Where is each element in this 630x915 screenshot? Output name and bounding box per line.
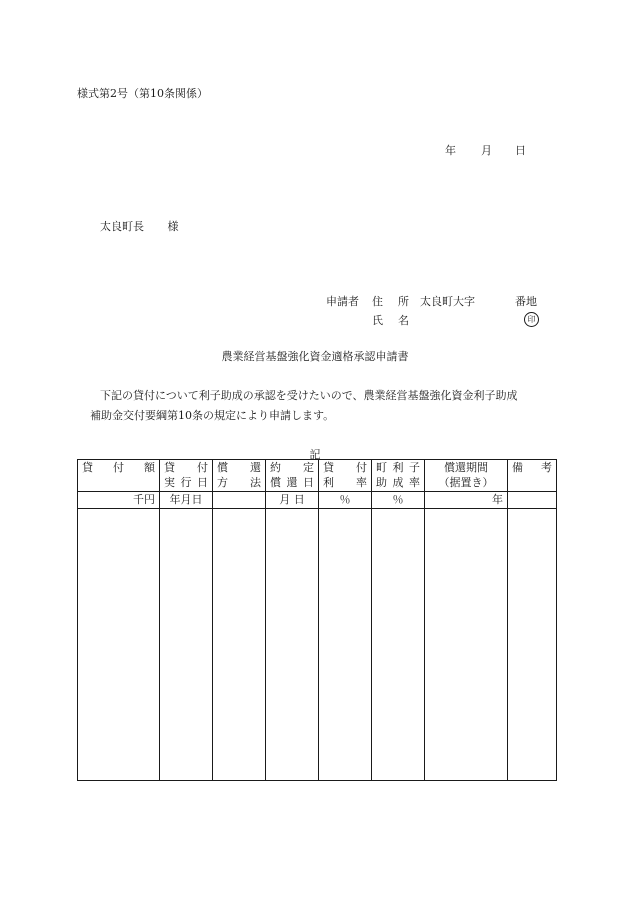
unit-repayment-method xyxy=(213,492,266,509)
entry-repayment-date[interactable] xyxy=(266,509,319,781)
header-remarks: 備 考 xyxy=(508,460,557,492)
header-repayment-period: 償還期間 （据置き） xyxy=(425,460,508,492)
unit-subsidy-rate: ％ xyxy=(372,492,425,509)
addressee-honorific: 様 xyxy=(167,220,179,233)
unit-loan-rate: ％ xyxy=(319,492,372,509)
addressee xyxy=(100,218,179,234)
header-subsidy-rate: 町 利 子 助 成 率 xyxy=(372,460,425,492)
header-repayment-method: 償 還 方 法 xyxy=(213,460,266,492)
unit-loan-amount: 千円 xyxy=(78,492,160,509)
form-number: 様式第2号（第10条関係） xyxy=(77,87,208,100)
entry-loan-date[interactable] xyxy=(160,509,213,781)
document-title: 農業経営基盤強化資金適格承認申請書 xyxy=(221,350,409,363)
entry-subsidy-rate[interactable] xyxy=(372,509,425,781)
date-month: 月 xyxy=(481,144,492,157)
unit-repayment-date: 月 日 xyxy=(266,492,319,509)
applicant-label: 申請者 xyxy=(326,295,359,308)
address-value: 太良町大字 xyxy=(420,295,475,308)
entry-repayment-method[interactable] xyxy=(213,509,266,781)
date-year: 年 xyxy=(445,144,456,157)
unit-remarks xyxy=(508,492,557,509)
address-suffix: 番地 xyxy=(515,295,537,308)
unit-repayment-period: 年 xyxy=(425,492,508,509)
entry-repayment-period[interactable] xyxy=(425,509,508,781)
table-unit-row xyxy=(78,492,557,509)
entry-loan-amount[interactable] xyxy=(78,509,160,781)
date-day: 日 xyxy=(515,144,526,157)
name-label-2: 名 xyxy=(398,314,409,327)
address-label-2: 所 xyxy=(398,295,409,308)
address-label-1: 住 xyxy=(372,295,383,308)
body-line-2: 補助金交付要綱第10条の規定により申請します。 xyxy=(90,409,335,422)
unit-loan-date: 年月日 xyxy=(160,492,213,509)
header-loan-amount: 貸 付 額 xyxy=(78,460,160,492)
loan-table xyxy=(77,459,557,781)
header-repayment-date: 約 定 償 還 日 xyxy=(266,460,319,492)
entry-loan-rate[interactable] xyxy=(319,509,372,781)
header-loan-rate: 貸 付 利 率 xyxy=(319,460,372,492)
table-header-row xyxy=(78,460,557,492)
name-label-1: 氏 xyxy=(372,314,383,327)
table-entry-row xyxy=(78,509,557,781)
header-loan-date: 貸 付 実 行 日 xyxy=(160,460,213,492)
entry-remarks[interactable] xyxy=(508,509,557,781)
addressee-name: 太良町長 xyxy=(100,220,144,233)
seal-mark: 印 xyxy=(524,312,539,327)
body-line-1: 下記の貸付について利子助成の承認を受けたいので、農業経営基盤強化資金利子助成 xyxy=(100,389,518,402)
ki-heading: 記 xyxy=(309,448,321,461)
